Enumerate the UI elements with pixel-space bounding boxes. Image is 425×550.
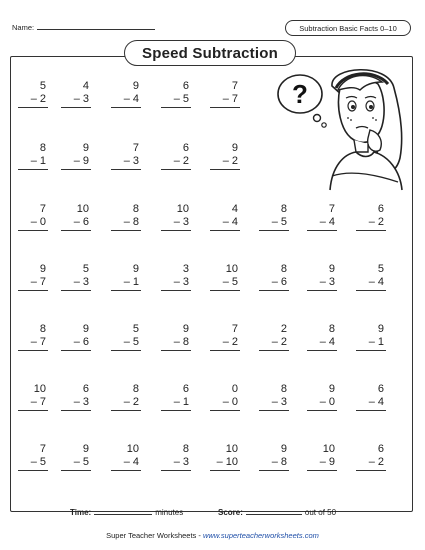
subtraction-problem [356,263,386,291]
subtrahend: – 0 [18,216,48,231]
minuend: 8 [280,263,287,275]
subtraction-problem [259,263,289,291]
minuend: 5 [82,263,89,275]
subtraction-problem [210,443,240,471]
subtrahend: – 3 [61,396,91,411]
subtraction-problem [111,443,141,471]
minuend: 9 [328,263,335,275]
subtrahend: – 1 [356,336,386,351]
footer-brand: Super Teacher Worksheets [106,531,197,540]
subtrahend: – 0 [307,396,337,411]
minuend: 8 [132,383,139,395]
subtraction-problem [61,383,91,411]
minuend: 7 [231,323,238,335]
subtraction-problem [111,203,141,231]
time-field [70,507,183,517]
subtrahend: – 4 [210,216,240,231]
subtraction-problem [161,323,191,351]
minuend: 9 [377,323,384,335]
minuend: 8 [39,323,46,335]
minuend: 10 [225,263,238,275]
minuend: 10 [322,443,335,455]
minuend: 9 [39,263,46,275]
subtrahend: – 4 [356,276,386,291]
subtraction-problem [210,80,240,108]
minuend: 7 [132,142,139,154]
minuend: 10 [76,203,89,215]
subtraction-problem [111,142,141,170]
subtrahend: – 8 [259,456,289,471]
minuend: 5 [377,263,384,275]
subtrahend: – 8 [161,336,191,351]
subtrahend: – 5 [259,216,289,231]
name-label: Name: [12,23,35,32]
minuend: 6 [82,383,89,395]
subtraction-problem [18,203,48,231]
minuend: 9 [82,443,89,455]
subtrahend: – 9 [61,155,91,170]
subtrahend: – 4 [356,396,386,411]
subtrahend: – 3 [161,276,191,291]
subtraction-problem [61,443,91,471]
minuend: 7 [39,443,46,455]
minuend: 8 [132,203,139,215]
subtraction-problem [210,323,240,351]
subtrahend: – 2 [356,456,386,471]
subtrahend: – 3 [111,155,141,170]
name-blank[interactable] [37,22,155,30]
minuend: 8 [182,443,189,455]
subtrahend: – 6 [61,216,91,231]
subtrahend: – 5 [18,456,48,471]
subtraction-problem [18,443,48,471]
subtrahend: – 2 [210,336,240,351]
subtrahend: – 4 [111,456,141,471]
score-field [218,507,336,517]
subtraction-problem [161,443,191,471]
minuend: 8 [39,142,46,154]
subtrahend: – 4 [307,216,337,231]
subtraction-problem [111,323,141,351]
subtrahend: – 7 [18,396,48,411]
subtraction-problem [18,383,48,411]
subtrahend: – 3 [61,93,91,108]
subtrahend: – 6 [259,276,289,291]
subtraction-problem [307,323,337,351]
minuend: 6 [377,443,384,455]
subtrahend: – 5 [161,93,191,108]
subtrahend: – 2 [356,216,386,231]
subtrahend: – 7 [18,276,48,291]
subtraction-problem [61,142,91,170]
subtrahend: – 6 [61,336,91,351]
minuend: 9 [82,142,89,154]
subtrahend: – 3 [307,276,337,291]
subtraction-problem [18,263,48,291]
subtraction-problem [356,203,386,231]
subtraction-problem [307,203,337,231]
subtrahend: – 5 [210,276,240,291]
subtraction-problem [161,263,191,291]
subtrahend: – 1 [161,396,191,411]
time-blank[interactable] [94,507,152,515]
minuend: 3 [182,263,189,275]
subtrahend: – 2 [161,155,191,170]
footer-separator: - [196,531,203,540]
subtrahend: – 4 [307,336,337,351]
score-blank[interactable] [246,507,302,515]
subtraction-problem [356,383,386,411]
subtraction-problem [61,323,91,351]
subtrahend: – 5 [111,336,141,351]
minuend: 8 [328,323,335,335]
subtraction-problem [161,142,191,170]
subtraction-problem [61,203,91,231]
worksheet-title: Speed Subtraction [124,40,296,66]
thinking-girl-icon [270,66,410,194]
subtraction-problem [307,263,337,291]
subtraction-problem [259,203,289,231]
subtraction-problem [18,80,48,108]
subtrahend: – 0 [210,396,240,411]
subtraction-problem [210,383,240,411]
subtraction-problem [307,443,337,471]
subtrahend: – 7 [210,93,240,108]
subtraction-problem [356,323,386,351]
minuend: 10 [225,443,238,455]
subtraction-problem [210,263,240,291]
minuend: 9 [328,383,335,395]
subtraction-problem [111,80,141,108]
subtraction-problem [259,323,289,351]
question-mark: ? [292,79,308,109]
subtrahend: – 2 [111,396,141,411]
minuend: 4 [231,203,238,215]
minuend: 9 [82,323,89,335]
minuend: 9 [132,263,139,275]
subtraction-problem [18,323,48,351]
minuend: 9 [231,142,238,154]
minuend: 9 [132,80,139,92]
subtrahend: – 5 [61,456,91,471]
name-line [12,22,155,32]
subtraction-problem [356,443,386,471]
minuend: 7 [39,203,46,215]
minuend: 8 [280,383,287,395]
subtrahend: – 1 [18,155,48,170]
time-label: Time: [70,508,92,517]
minuend: 8 [280,203,287,215]
footer [0,531,425,540]
minuend: 5 [132,323,139,335]
footer-site-link[interactable]: www.superteacherworksheets.com [202,531,319,540]
subtraction-problem [307,383,337,411]
subtrahend: – 3 [161,456,191,471]
subtrahend: – 10 [210,456,240,471]
subtrahend: – 2 [210,155,240,170]
subtrahend: – 9 [307,456,337,471]
minuend: 7 [328,203,335,215]
minuend: 10 [33,383,46,395]
time-unit: minutes [155,508,184,517]
score-suffix: out of 50 [304,508,337,517]
subtrahend: – 1 [111,276,141,291]
subtrahend: – 8 [111,216,141,231]
subtraction-problem [210,203,240,231]
subtrahend: – 3 [61,276,91,291]
score-label: Score: [218,508,243,517]
subtrahend: – 2 [259,336,289,351]
subtrahend: – 2 [18,93,48,108]
subtraction-problem [111,263,141,291]
subtraction-problem [161,383,191,411]
minuend: 7 [231,80,238,92]
minuend: 6 [377,203,384,215]
subtrahend: – 3 [259,396,289,411]
subtraction-problem [18,142,48,170]
minuend: 10 [126,443,139,455]
minuend: 6 [182,383,189,395]
minuend: 5 [39,80,46,92]
subtrahend: – 3 [161,216,191,231]
subtraction-problem [259,443,289,471]
minuend: 9 [280,443,287,455]
minuend: 2 [280,323,287,335]
topic-badge: Subtraction Basic Facts 0–10 [285,20,411,36]
subtraction-problem [161,203,191,231]
minuend: 4 [82,80,89,92]
subtrahend: – 4 [111,93,141,108]
subtraction-problem [161,80,191,108]
minuend: 6 [377,383,384,395]
subtrahend: – 7 [18,336,48,351]
minuend: 10 [176,203,189,215]
subtraction-problem [210,142,240,170]
minuend: 6 [182,142,189,154]
subtraction-problem [61,263,91,291]
minuend: 6 [182,80,189,92]
minuend: 9 [182,323,189,335]
minuend: 0 [231,383,238,395]
subtraction-problem [61,80,91,108]
subtraction-problem [111,383,141,411]
subtraction-problem [259,383,289,411]
